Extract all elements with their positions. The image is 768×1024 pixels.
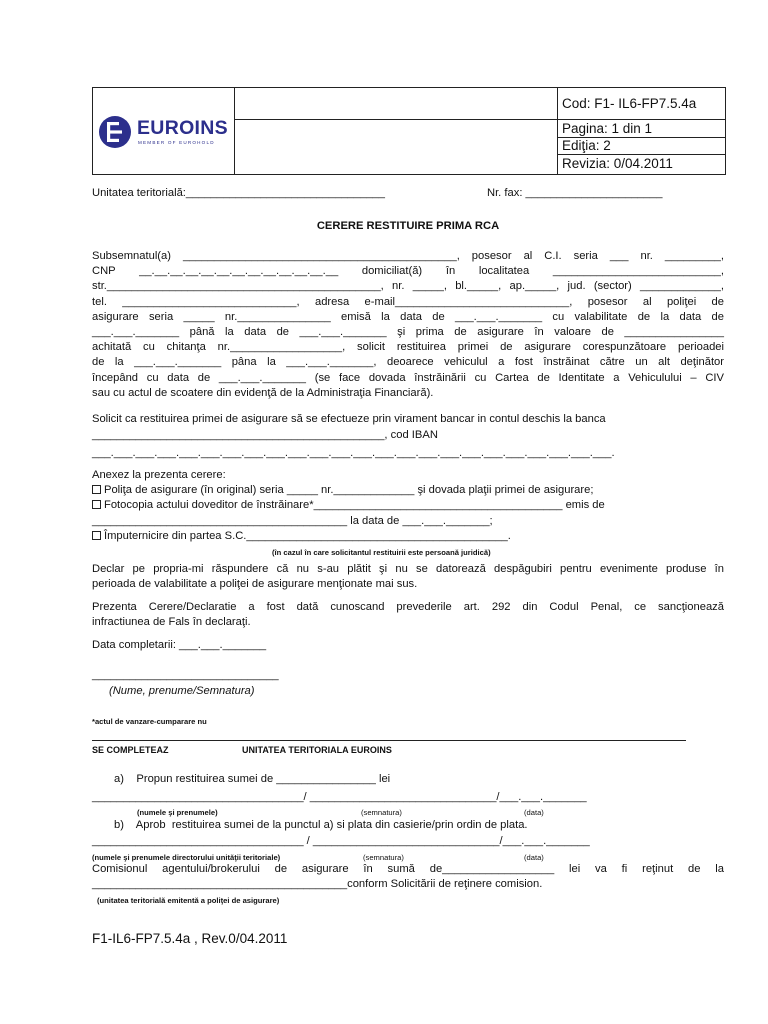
form-line[interactable]: CNP __.__.__.__.__.__.__.__.__.__.__.__.__ domiciliat(ă) în localitatea ___________________________, [92, 265, 724, 278]
anexez-title: Anexez la prezenta cerere: [92, 469, 226, 481]
label-name-a: (numele şi prenumele) [137, 808, 218, 817]
aprob-restituire-text: b) Aprob restituirea sumei de la punctul a) si plata din casierie/prin ordin de plata. [114, 819, 528, 831]
label-name-b: (numele şi prenumele directorului unităţii teritoriale) [92, 853, 281, 862]
anexez-item-label: Împuternicire din partea S.C.__________________________________________. [104, 530, 511, 542]
form-line[interactable]: _________________________________________conform Solicitării de reţinere comision. [92, 878, 543, 891]
logo-text: EUROINS [137, 117, 228, 139]
form-line[interactable]: începând cu data de ___.___._______ (se face dovada înstrăinării cu Cartea de Identitate a Vehiculului – CIV [92, 371, 724, 384]
text-line: Prezenta Cerere/Declaratie a fost dată cunoscand prevederile art. 292 din Codul Penal, ce sancţionează [92, 601, 724, 613]
label-sign-a: (semnatura) [361, 808, 402, 817]
form-line[interactable]: de la ___.___._______ pâna la ___.___._______, deoarece vehiculul a fost înstrăinat către un alt deţinător [92, 356, 724, 369]
form-line[interactable]: str.____________________________________________, nr. _____, bl._____, ap._____, jud. (sector) _____________, [92, 280, 724, 293]
form-line[interactable]: ___.___._______ până la data de ___.___._______ şi prima de asigurare în valoare de ________________ [92, 326, 724, 339]
header-divider [557, 88, 558, 174]
emis-de-field[interactable]: _________________________________________ la data de ___.___._______; [92, 515, 493, 527]
checkbox[interactable] [92, 485, 101, 494]
signature-label: (Nume, prenume/Semnatura) [109, 685, 255, 697]
label-date-b: (data) [524, 853, 544, 862]
form-line[interactable]: asigurare seria _____ nr._______________ emisă la data de ___.___._______ cu valabilitate de la data de [92, 310, 724, 323]
declaration-text [92, 562, 724, 592]
label-sign-b: (semnatura) [363, 853, 404, 862]
form-line[interactable]: Subsemnatul(a) ____________________________________________, posesor al C.I. seria ___ nr. _________, [92, 250, 724, 262]
anexez-item-polita[interactable] [92, 483, 593, 498]
applicant-details[interactable] [92, 249, 724, 401]
form-line[interactable]: Comisionul agentului/brokerului de asigurare în sumă de__________________ lei va fi reţinut de la [92, 863, 724, 875]
label-date-a: (data) [524, 808, 544, 817]
director-signature-line[interactable]: __________________________________ / ______________________________/___.___._______ [92, 835, 590, 847]
doc-revision: Revizia: 0/04.2011 [562, 156, 673, 171]
commission-text[interactable] [92, 862, 724, 892]
legal-notice-text [92, 600, 724, 630]
completion-date-field[interactable]: Data completarii: ___.___._______ [92, 639, 267, 651]
footer-code: F1-IL6-FP7.5.4a , Rev.0/04.2011 [92, 931, 288, 946]
logo-tagline: MEMBER OF EUROHOLD [138, 140, 215, 145]
form-line[interactable]: tel. ____________________________, adresa e-mail____________________________, posesor al poliţei de [92, 295, 724, 308]
anexez-item-label: Poliţa de asigurare (în original) seria _____ nr._____________ şi dovada plaţii primei de asigurare; [104, 484, 594, 496]
form-line[interactable]: achitată cu chitanţa nr.__________________, solicit restituirea primei de asigurare corespunzătoare perioadei [92, 341, 724, 354]
text-line: Declar pe propria-mi răspundere că nu s-au plătit şi nu se datorează despăgubiri pentru evenimente produse în [92, 563, 724, 575]
approver-a-signature-line[interactable]: __________________________________/ ______________________________/___.___._______ [92, 791, 587, 803]
anexez-item-label: Fotocopia actului doveditor de înstrăinare*________________________________________ emis de [104, 499, 605, 511]
anexez-item-imputernicire[interactable] [92, 529, 511, 544]
section-left-label: SE COMPLETEAZ [92, 745, 169, 755]
commission-note: (unitatea teritorială emitentă a poliţei de asigurare) [97, 896, 280, 905]
doc-page: Pagina: 1 din 1 [562, 121, 653, 136]
doc-edition: Ediţia: 2 [562, 138, 611, 153]
section-divider [92, 740, 686, 741]
text-line: perioada de valabilitate a poliţei de asigurare menţionate mai sus. [92, 578, 418, 591]
signature-line[interactable]: ______________________________ [92, 669, 279, 681]
bank-field[interactable]: _______________________________________________, cod IBAN [92, 429, 438, 441]
form-line: sau cu actul de scoatere din evidenţă de la Administraţia Financiară). [92, 386, 434, 399]
doc-code: Cod: F1- IL6-FP7.5.4a [562, 96, 697, 111]
euroins-logo-icon [98, 115, 132, 149]
imputernicire-note: (în cazul în care solicitantul restituirii este persoană juridică) [272, 548, 491, 557]
footnote: *actul de vanzare-cumparare nu [92, 717, 207, 726]
checkbox[interactable] [92, 531, 101, 540]
header-divider [234, 88, 235, 174]
bank-transfer-text: Solicit ca restituirea primei de asigurare să se efectueze prin virament bancar in contul deschis la banca [92, 413, 606, 425]
header-table [92, 87, 726, 175]
text-line: infractiunea de Fals în declaraţi. [92, 616, 251, 629]
euroins-logo [98, 114, 233, 150]
unitatea-field[interactable]: Unitatea teritorială:________________________________ [92, 187, 385, 199]
propun-restituire-field[interactable]: a) Propun restituirea sumei de ________________ lei [114, 773, 391, 785]
anexez-item-fotocopia[interactable] [92, 498, 605, 513]
form-title: CERERE RESTITUIRE PRIMA RCA [316, 220, 500, 232]
section-right-label: UNITATEA TERITORIALA EUROINS [242, 745, 392, 755]
checkbox[interactable] [92, 500, 101, 509]
fax-field[interactable]: Nr. fax: ______________________ [487, 187, 663, 199]
iban-field[interactable]: ___.___.___.___.___.___.___.___.___.___.___.___.___.___.___.___.___.___.___.___.___.___.___.___. [92, 447, 615, 459]
